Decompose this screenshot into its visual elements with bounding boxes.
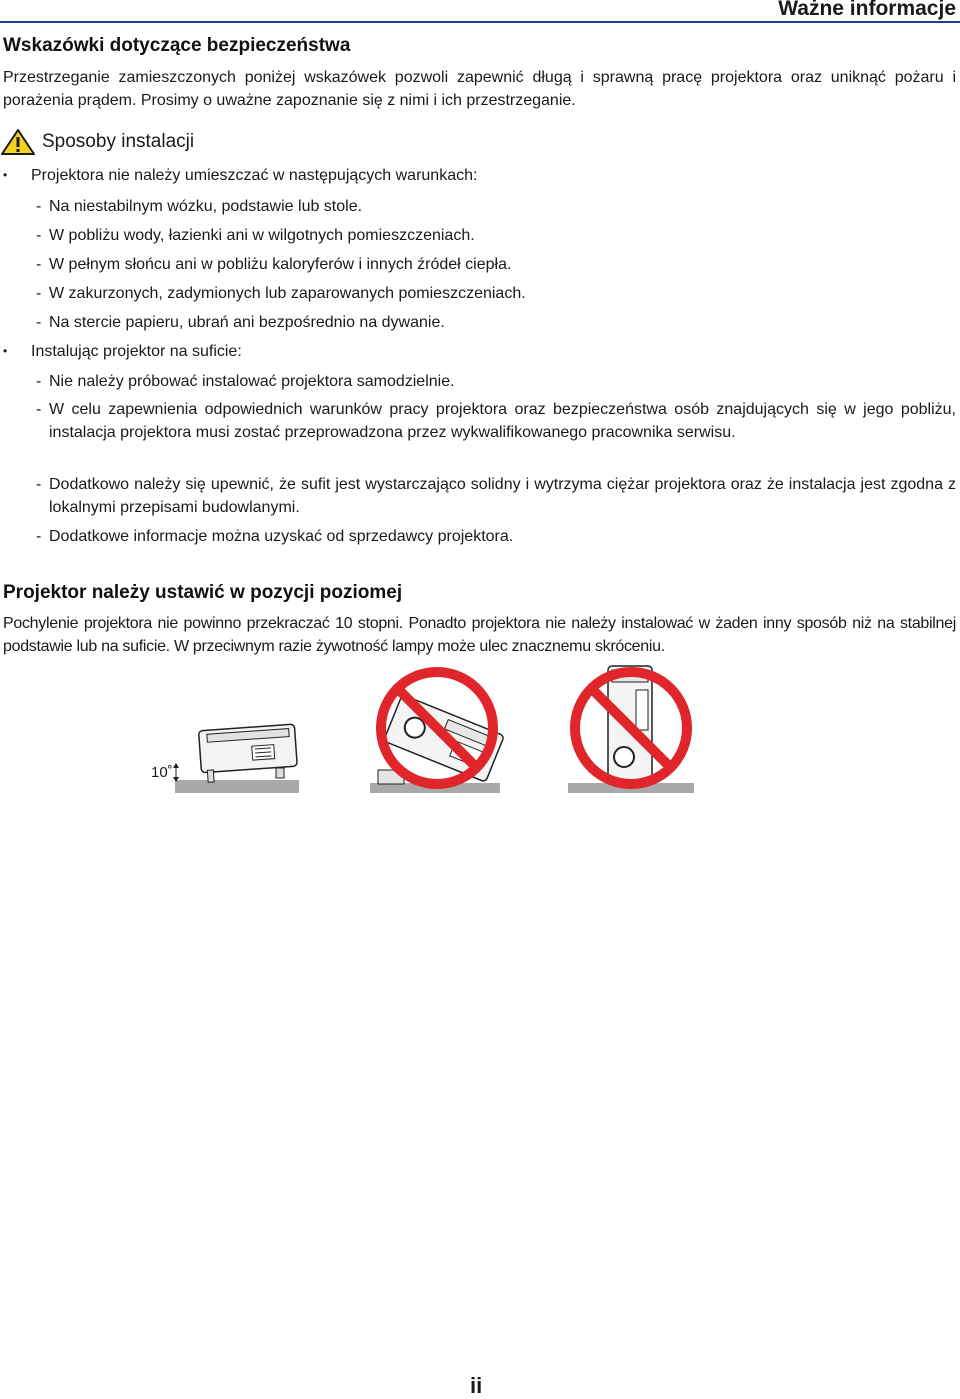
horizontal-title: Projektor należy ustawić w pozycji poziomej — [3, 582, 403, 603]
list-item-text: W pełnym słońcu ani w pobliżu kaloryferów i innych źródeł ciepła. — [49, 256, 512, 273]
bullet-dot: • — [3, 344, 8, 358]
page-header-title: Ważne informacje — [778, 0, 956, 20]
list-item-text: W zakurzonych, zadymionych lub zaparowanych pomieszczeniach. — [49, 285, 526, 302]
list-item: - Nie należy próbować instalować projektora samodzielnie. — [36, 370, 956, 393]
bullet-dot: • — [3, 168, 8, 182]
list-item: - Na niestabilnym wózku, podstawie lub stole. — [36, 195, 956, 218]
tilt-angle-label: 10˚ — [151, 764, 173, 781]
installation-heading-label: Sposoby instalacji — [42, 131, 195, 152]
prohibition-icon — [370, 672, 504, 793]
warning-triangle-icon — [0, 128, 36, 156]
safety-title: Wskazówki dotyczące bezpieczeństwa — [3, 35, 351, 56]
list-item-text: Na niestabilnym wózku, podstawie lub stole. — [49, 198, 363, 215]
list-item: - W pobliżu wody, łazienki ani w wilgotnych pomieszczeniach. — [36, 224, 956, 247]
bullet-label: Instalując projektor na suficie: — [31, 343, 242, 360]
list-item-text: Dodatkowe informacje można uzyskać od sprzedawcy projektora. — [49, 528, 514, 545]
list-item-text: W pobliżu wody, łazienki ani w wilgotnych pomieszczeniach. — [49, 227, 475, 244]
list-item: - Na stercie papieru, ubrań ani bezpośrednio na dywanie. — [36, 311, 956, 334]
list-item: - W celu zapewnienia odpowiednich warunków pracy projektora oraz bezpieczeństwa osób znajdujących się w jego pobliżu, instalacja projektora musi zostać przeprowadzona przez wykwalifikowanego pracownika serwisu. — [36, 398, 956, 444]
bullet-label: Projektora nie należy umieszczać w następujących warunkach: — [31, 167, 478, 184]
list-item: - W pełnym słońcu ani w pobliżu kaloryferów i innych źródeł ciepła. — [36, 253, 956, 276]
list-item-text: Na stercie papieru, ubrań ani bezpośrednio na dywanie. — [49, 314, 445, 331]
page-number: ii — [470, 1373, 483, 1398]
horizontal-text: Pochylenie projektora nie powinno przekraczać 10 stopni. Ponadto projektora nie należy instalować w żaden inny sposób niż na stabilnej podstawie lub na suficie. W przeciwnym razie żywotność lampy może ulec znacznemu skróceniu. — [3, 615, 956, 655]
safety-intro: Przestrzeganie zamieszczonych poniżej wskazówek pozwoli zapewnić długą i sprawną pracę projektora oraz uniknąć pożaru i porażenia prądem. Prosimy o uważne zapoznanie się z nimi i ich przestrzeganie. — [3, 69, 956, 109]
prohibition-icon — [568, 666, 694, 793]
header-rule — [0, 21, 960, 23]
list-item-text: W celu zapewnienia odpowiednich warunków pracy projektora oraz bezpieczeństwa osób znajdujących się w jego pobliżu, instalacja projektora musi zostać przeprowadzona przez wykwalifikowanego pracownika serwisu. — [49, 401, 956, 441]
list-item: - W zakurzonych, zadymionych lub zaparowanych pomieszczeniach. — [36, 282, 956, 305]
tilted-projector-illustration — [173, 724, 299, 793]
list-item-text: Nie należy próbować instalować projektora samodzielnie. — [49, 373, 455, 390]
list-item-text: Dodatkowo należy się upewnić, że sufit jest wystarczająco solidny i wytrzyma ciężar projektora oraz że instalacja jest zgodna z lokalnymi przepisami budowlanymi. — [49, 476, 956, 516]
list-item: - Dodatkowo należy się upewnić, że sufit jest wystarczająco solidny i wytrzyma ciężar projektora oraz że instalacja jest zgodna z lokalnymi przepisami budowlanymi. — [36, 473, 956, 519]
list-item: - Dodatkowe informacje można uzyskać od sprzedawcy projektora. — [36, 525, 956, 548]
installation-illustrations — [0, 660, 960, 800]
